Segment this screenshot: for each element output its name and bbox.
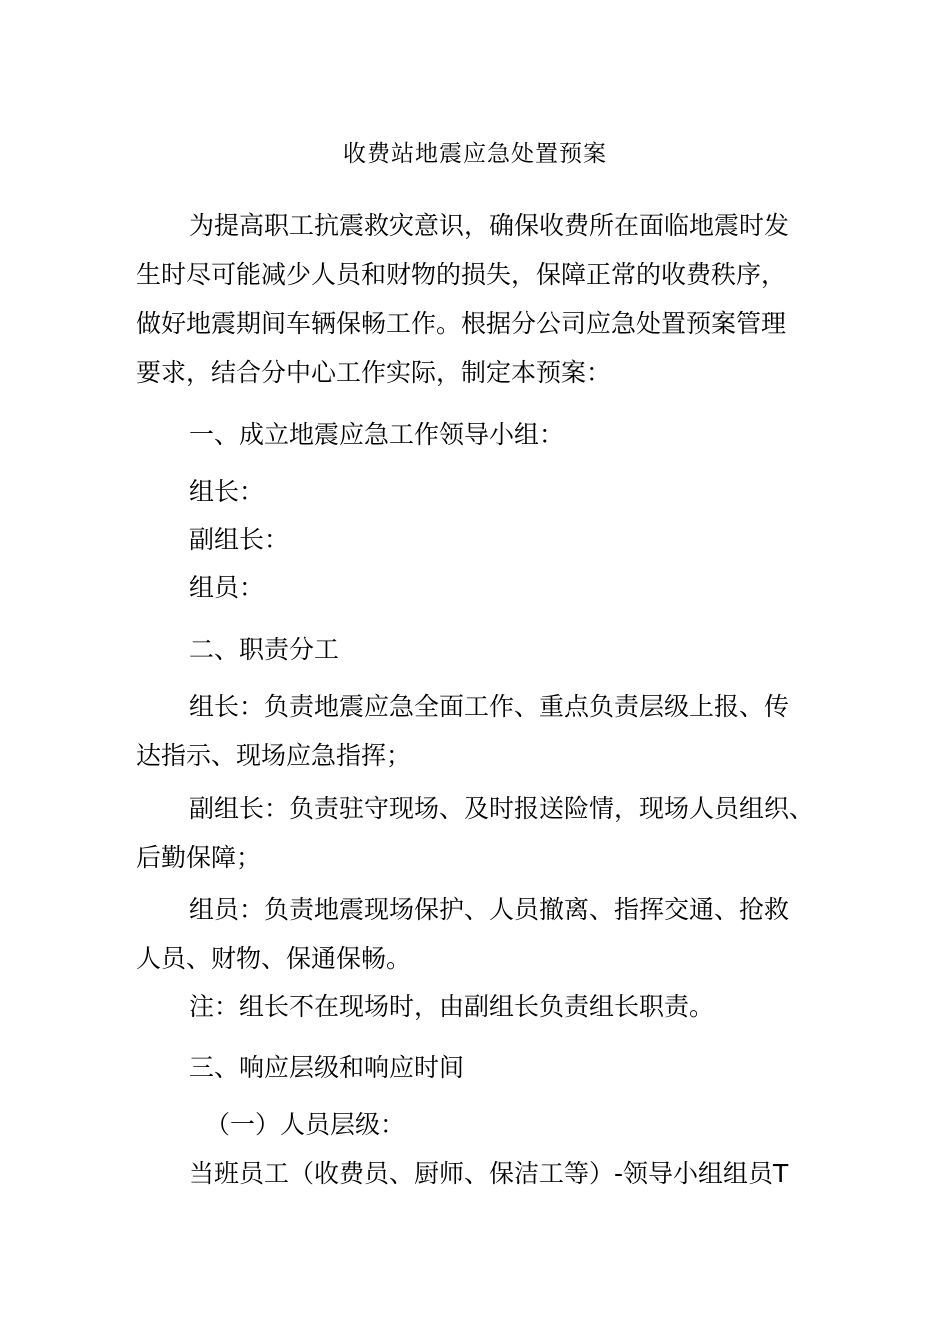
- section-heading-2: 二、职责分工: [189, 635, 340, 664]
- paragraph-line-intro-2: 生时尽可能减少人员和财物的损失，保障正常的收费秩序，: [136, 260, 787, 289]
- duty-deputy-line-2: 后勤保障；: [136, 843, 262, 872]
- role-leader: 组长：: [189, 477, 265, 506]
- document-title: 收费站地震应急处置预案: [343, 141, 607, 167]
- paragraph-line-intro-1: 为提高职工抗震救灾意识，确保收费所在面临地震时发: [189, 211, 790, 240]
- duty-member-line-1: 组员：负责地震现场保护、人员撤离、指挥交通、抢救: [189, 895, 790, 924]
- role-deputy-leader: 副组长：: [189, 525, 290, 554]
- duty-leader-line-2: 达指示、现场应急指挥；: [136, 741, 412, 770]
- duty-member-line-2: 人员、财物、保通保畅。: [136, 944, 412, 973]
- duty-leader-line-1: 组长：负责地震应急全面工作、重点负责层级上报、传: [189, 692, 790, 721]
- duty-deputy-line-1: 副组长：负责驻守现场、及时报送险情，现场人员组织、: [189, 794, 815, 823]
- personnel-level-line: 当班员工（收费员、厨师、保洁工等）-领导小组组员T: [189, 1159, 789, 1188]
- paragraph-line-intro-3: 做好地震期间车辆保畅工作。根据分公司应急处置预案管理: [136, 309, 787, 338]
- section-heading-1: 一、成立地震应急工作领导小组：: [189, 420, 565, 449]
- subsection-heading-1: （一）人员层级：: [205, 1110, 406, 1139]
- role-member: 组员：: [189, 573, 265, 602]
- paragraph-line-intro-4: 要求，结合分中心工作实际，制定本预案：: [136, 358, 612, 387]
- duty-note: 注：组长不在现场时，由副组长负责组长职责。: [189, 992, 715, 1021]
- section-heading-3: 三、响应层级和响应时间: [189, 1053, 465, 1082]
